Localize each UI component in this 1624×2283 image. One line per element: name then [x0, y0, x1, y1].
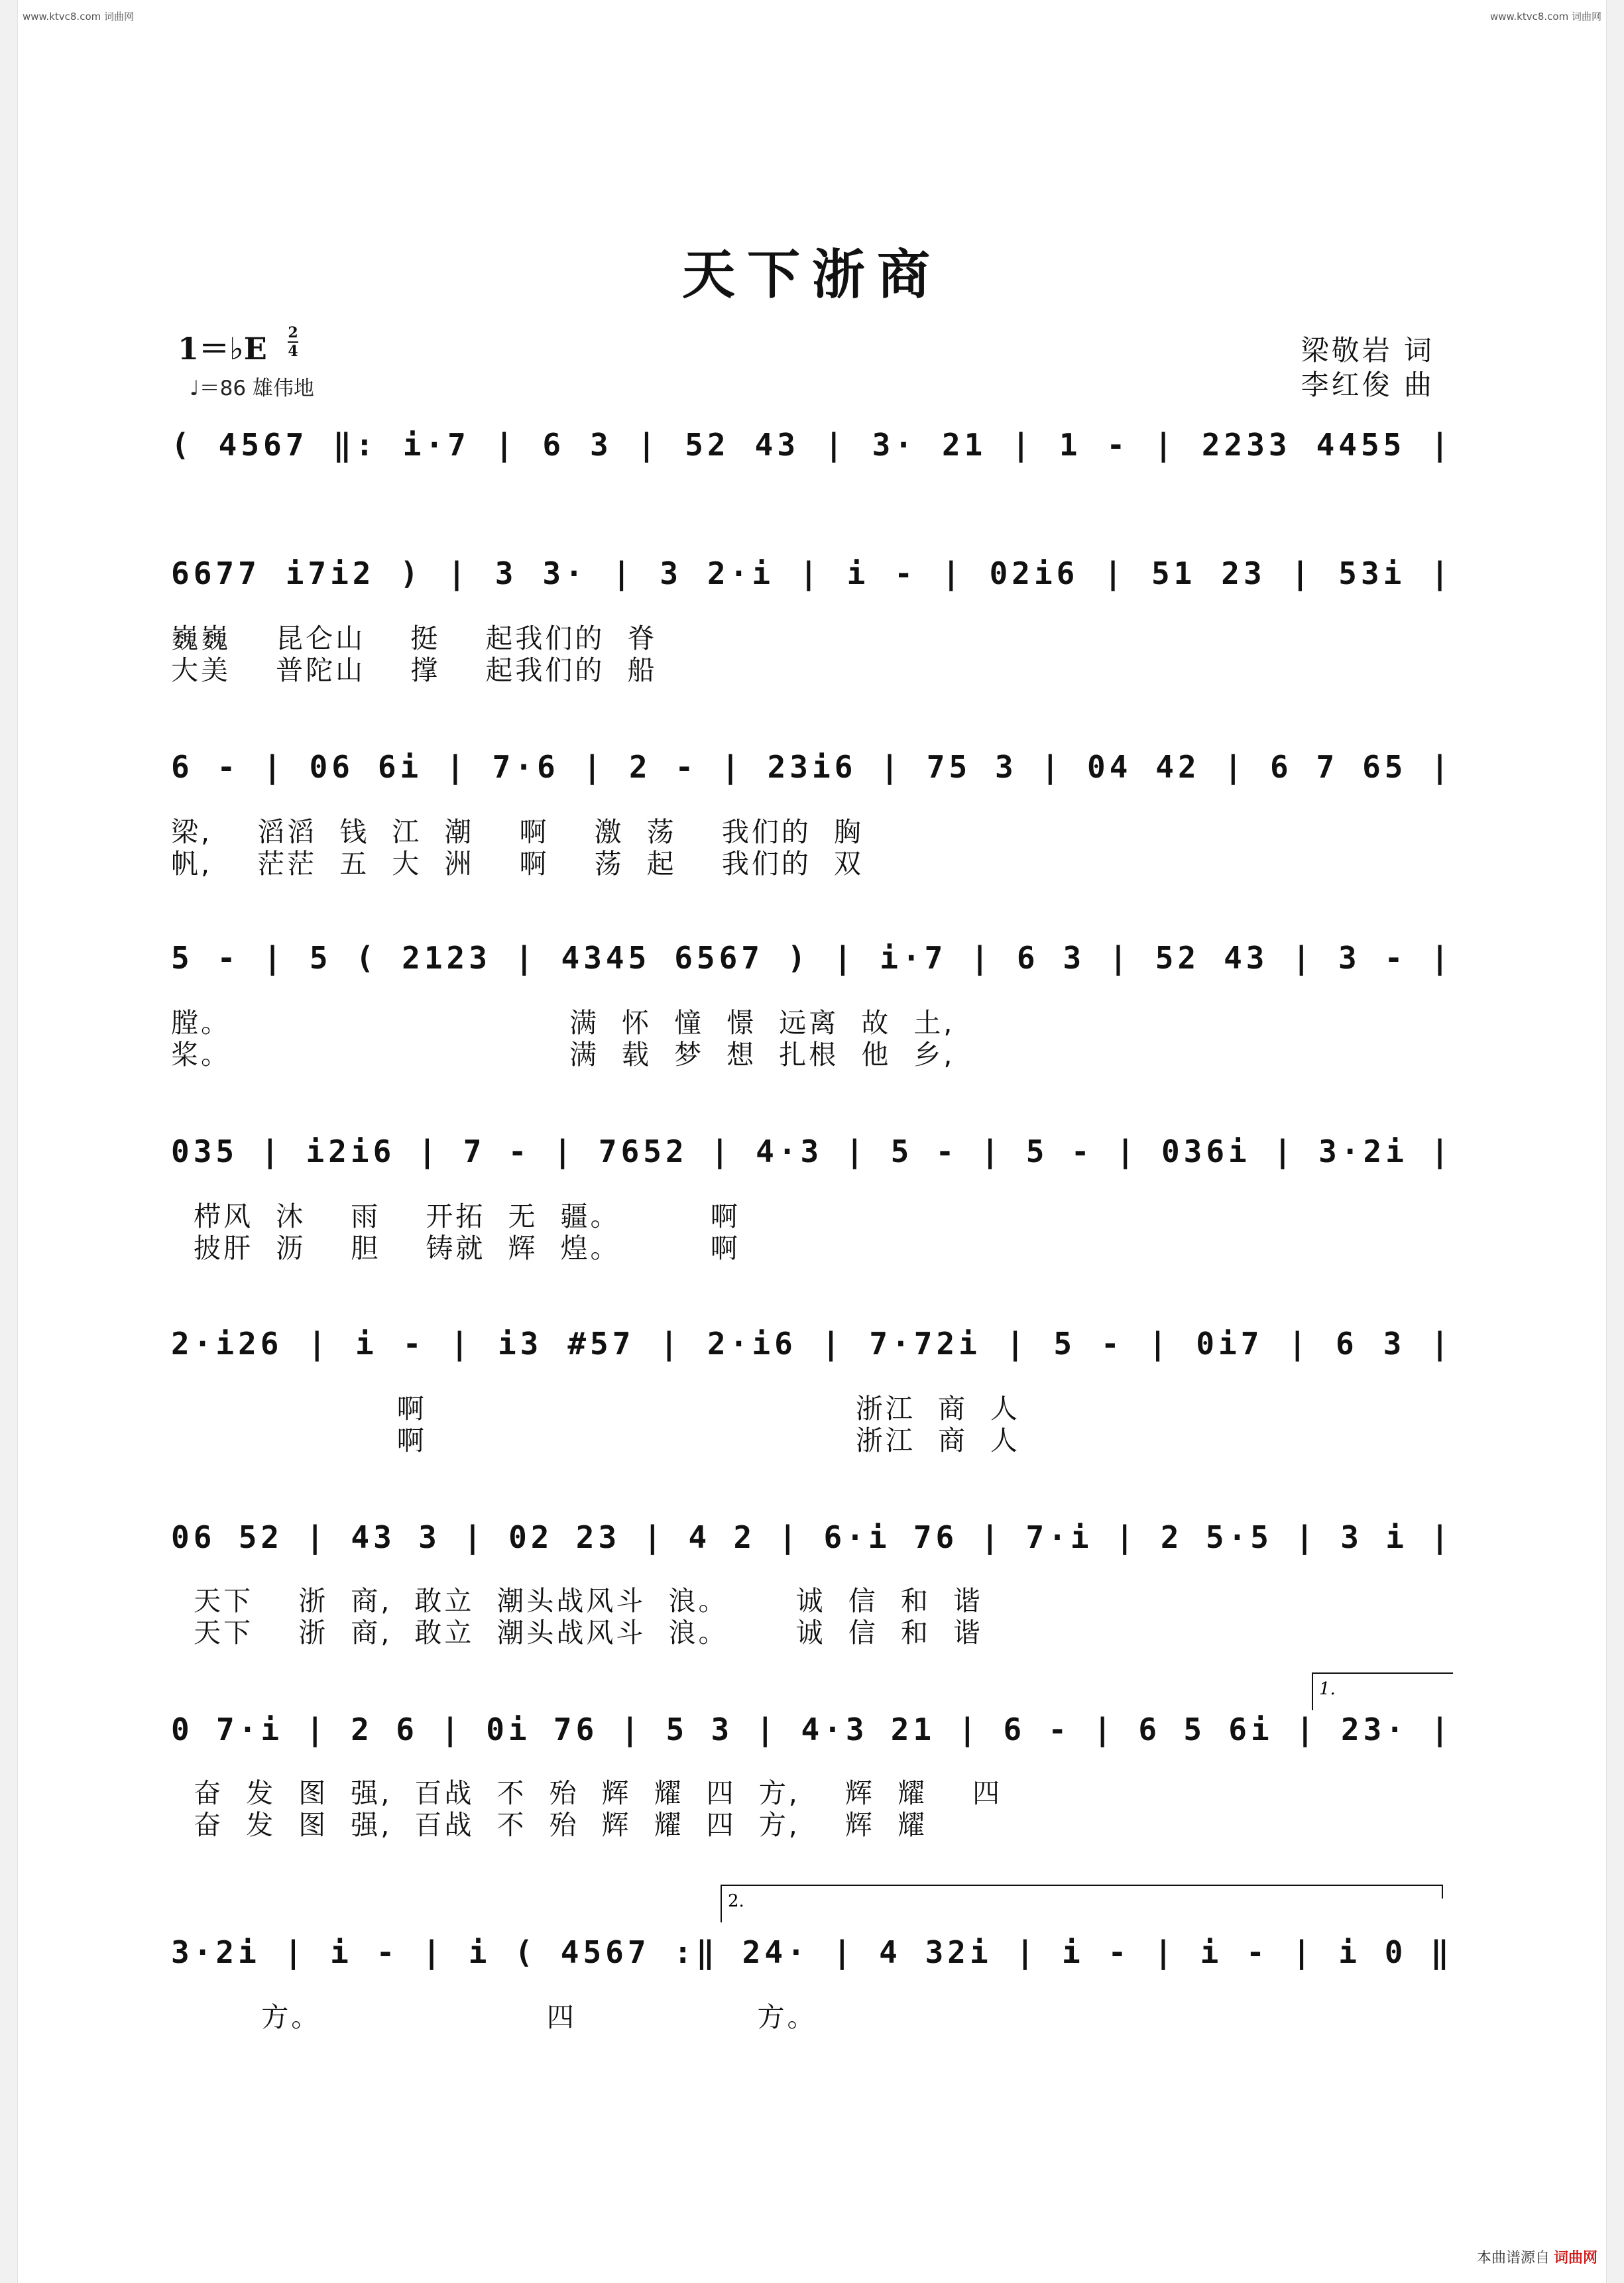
right-margin-strip: [1606, 0, 1624, 2283]
score-line-9: [171, 1922, 1453, 1982]
score-line-8: [171, 1700, 1453, 1759]
lyrics-line-3-verse-2: 帆, 茫茫 五 大 洲 啊 荡 起 我们的 双: [171, 848, 864, 880]
first-ending-label: 1.: [1319, 1679, 1336, 1699]
lyrics-line-2-verse-1: 巍巍 昆仑山 挺 起我们的 脊: [171, 622, 658, 654]
lyrics-line-9-verse-1: 方。 四 方。: [171, 2001, 817, 2033]
notes-line-5: 035 | i2i6 | 7 - | 7652 | 4·3 | 5 - | 5 - | 036i | 3·2i |: [171, 1134, 1453, 1169]
meter-top: 2: [288, 324, 298, 341]
footer-brand-link[interactable]: 词曲网: [1553, 2250, 1597, 2266]
time-signature: [288, 325, 298, 359]
score-line-3: [171, 737, 1453, 797]
lyrics-line-5-verse-2: 披肝 沥 胆 铸就 辉 煌。 啊: [171, 1232, 740, 1264]
notes-line-8: 0 7·i | 2 6 | 0i 76 | 5 3 | 4·3 21 | 6 - | 6 5 6i | 23· |: [171, 1712, 1453, 1747]
score-line-4: [171, 928, 1453, 988]
lyrics-line-6-verse-2: 啊 浙江 商 人: [171, 1425, 1021, 1456]
watermark-top-right: www.ktvc8.com 词曲网: [1489, 11, 1601, 23]
left-margin-strip: [0, 0, 18, 2283]
notes-line-6: 2·i26 | i - | i3 #57 | 2·i6 | 7·72i | 5 - | 0i7 | 6 3 |: [171, 1326, 1453, 1362]
watermark-top-left: www.ktvc8.com 词曲网: [23, 11, 135, 23]
lyrics-line-5-verse-1: 栉风 沐 雨 开拓 无 疆。 啊: [171, 1200, 740, 1232]
lyrics-line-7-verse-1: 天下 浙 商, 敢立 潮头战风斗 浪。 诚 信 和 谐: [171, 1585, 983, 1617]
score-line-7: [171, 1507, 1453, 1567]
notes-line-7: 06 52 | 43 3 | 02 23 | 4 2 | 6·i 76 | 7·i | 2 5·5 | 3 i |: [171, 1519, 1453, 1555]
lyricist-credit: 梁敬岩 词: [1301, 334, 1434, 367]
lyrics-line-6-verse-1: 啊 浙江 商 人: [171, 1393, 1021, 1425]
lyrics-line-2-verse-2: 大美 普陀山 撑 起我们的 船: [171, 654, 658, 686]
notes-line-1: ( 4567 ‖: i·7 | 6 3 | 52 43 | 3· 21 | 1 - | 2233 4455 |: [171, 427, 1453, 463]
score-line-5: [171, 1122, 1453, 1181]
composer-credit: 李红俊 曲: [1301, 369, 1434, 401]
first-ending-bracket: [1311, 1670, 1453, 1710]
notes-line-9: 3·2i | i - | i ( 4567 :‖ 24· | 4 32i | i - | i - | i 0 ‖: [171, 1934, 1453, 1970]
lyrics-line-3-verse-1: 梁, 滔滔 钱 江 潮 啊 激 荡 我们的 胸: [171, 816, 864, 848]
meter-bottom: 4: [288, 343, 298, 360]
source-footer: [1477, 2247, 1597, 2267]
footer-text: 本曲谱源自: [1476, 2250, 1550, 2266]
second-ending-label: 2.: [728, 1891, 744, 1911]
tempo-marking: ♩＝86 雄伟地: [190, 377, 314, 400]
lyrics-line-4-verse-1: 膛。 满 怀 憧 憬 远离 故 土,: [171, 1007, 955, 1039]
lyrics-line-4-verse-2: 桨。 满 载 梦 想 扎根 他 乡,: [171, 1039, 955, 1071]
song-title: 天下浙商: [682, 243, 942, 306]
lyrics-line-8-verse-1: 奋 发 图 强, 百战 不 殆 辉 耀 四 方, 辉 耀 四: [171, 1777, 1003, 1809]
lyrics-line-7-verse-2: 天下 浙 商, 敢立 潮头战风斗 浪。 诚 信 和 谐: [171, 1617, 983, 1649]
notes-line-2: 6677 i7i2 ) | 3 3· | 3 2·i | i - | 02i6 | 51 23 | 53i |: [171, 556, 1453, 591]
score-line-1: [171, 415, 1453, 475]
key-signature: 1＝♭E: [178, 331, 267, 367]
notes-line-3: 6 - | 06 6i | 7·6 | 2 - | 23i6 | 75 3 | 04 42 | 6 7 65 |: [171, 749, 1453, 785]
lyrics-line-8-verse-2: 奋 发 图 强, 百战 不 殆 辉 耀 四 方, 辉 耀: [171, 1809, 927, 1841]
score-line-6: [171, 1314, 1453, 1374]
score-line-2: [171, 544, 1453, 603]
notes-line-4: 5 - | 5 ( 2123 | 4345 6567 ) | i·7 | 6 3 | 52 43 | 3 - |: [171, 940, 1453, 976]
second-ending-bracket: [720, 1883, 1449, 1922]
